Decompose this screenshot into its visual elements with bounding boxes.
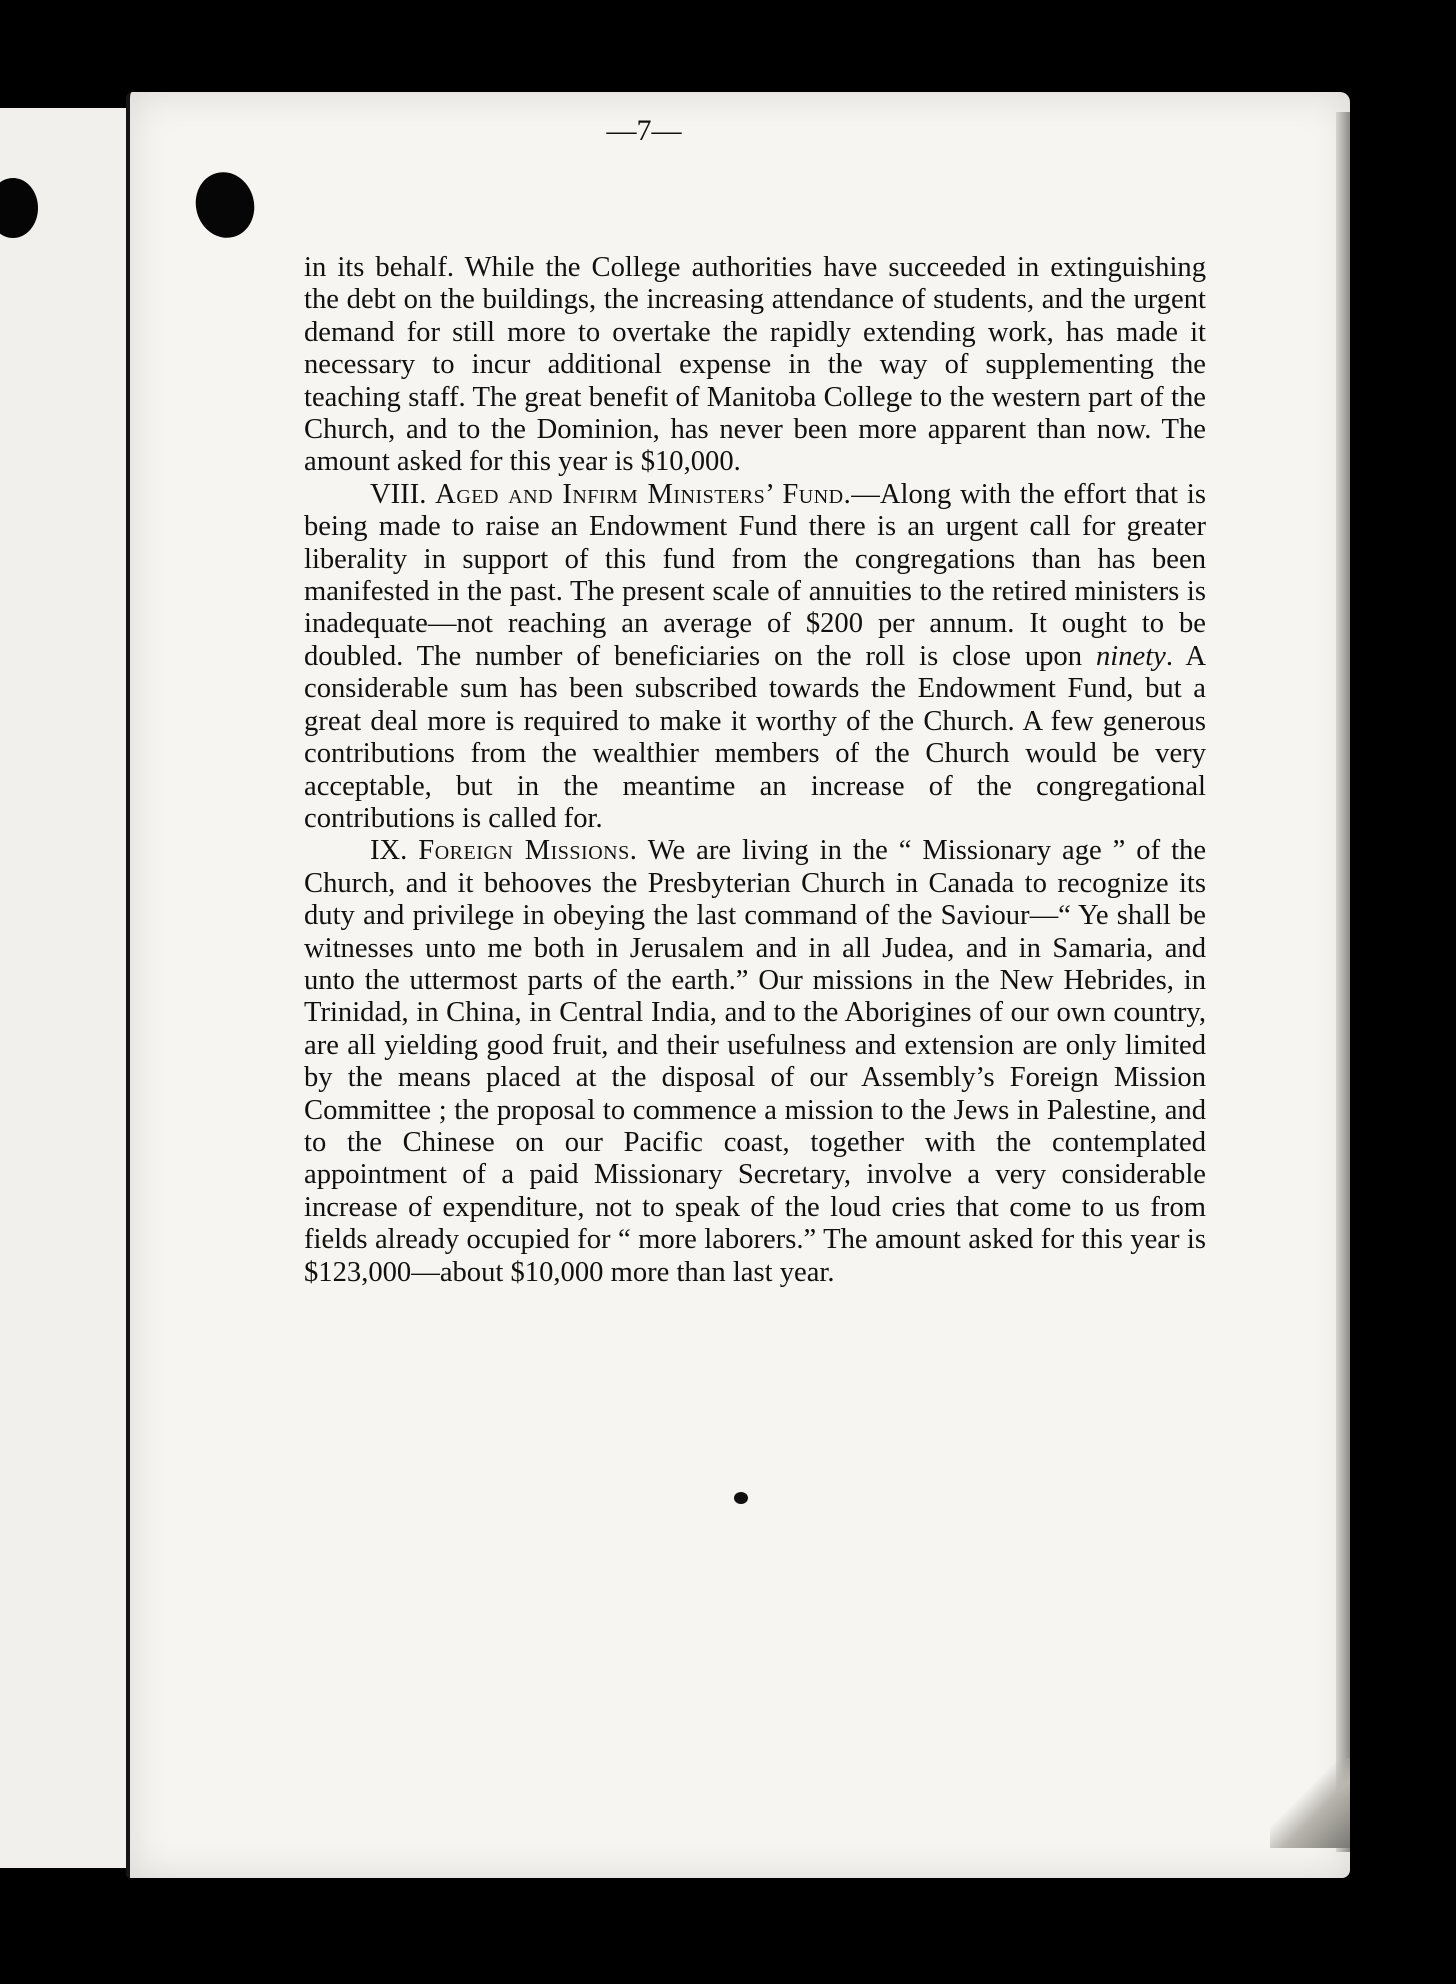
section-numeral: VIII. (370, 478, 427, 510)
paragraph-text: in its behalf. While the College authorities have succeeded in extinguishing the debt on the buildings, the increasing attendance of students, and the urgent demand for still more to overtake the rapidly extending work, has made it necessary to incur additional expense in the way of supplementing the teaching staff. The great benefit of Manitoba College to the western part of the Church, and to the Dominion, has never been more apparent than now. The amount asked for this year is $10,000. (304, 252, 1206, 478)
paragraph-text: —Along with the effort that is being made to raise an Endowment Fund there is an urgent call for greater liberality in support of this fund from the congregations than has been manifested in the past. The present scale of annuities to the retired ministers is inadequate—not reaching an average of $200 per annum. It ought to be doubled. The number of beneficiaries on the roll is close upon (304, 478, 1206, 672)
ink-speck (734, 1492, 748, 1504)
binding-hole (188, 166, 261, 245)
paragraph-college (304, 252, 1206, 479)
paragraph-text: We are living in the “ Missionary age ” of the Church, and it behooves the Presbyterian Church in Canada to recognize its duty and privilege in obeying the last command of the Saviour—“ Ye shall be witnesses unto me both in Jerusalem and in all Judea, and in Samaria, and unto the uttermost parts of the earth.” Our missions in the New Hebrides, in Trinidad, in China, in Central India, and to the Aborigines of our own country, are all yielding good fruit, and their usefulness and extension are only limited by the means placed at the disposal of our Assembly’s Foreign Mission Committee ; the proposal to commence a mission to the Jews in Palestine, and to the Chinese on our Pacific coast, together with the contemplated appointment of a paid Missionary Secretary, involve a very considerable increase of expenditure, not to speak of the loud cries that come to us from fields already occupied for “ more laborers.” The amount asked for this year is $123,000—about $10,000 more than last year. (304, 835, 1207, 1288)
paragraph-text-continued: . A considerable sum has been subscribed towards the Endowment Fund, but a great deal more is required to make it worthy of the Church. A few generous contributions from the wealthier members of the Church would be very acceptable, but in the meantime an increase of the congregational contributions is called for. (304, 640, 1206, 834)
section-heading: Aged and Infirm Ministers’ Fund. (435, 478, 852, 510)
page-number: —7— (606, 114, 682, 147)
paragraph-aged-infirm-ministers-fund (304, 479, 1206, 835)
binding-hole-left (0, 178, 38, 238)
previous-page-edge (0, 108, 131, 1868)
paragraph-foreign-missions (304, 835, 1206, 1289)
section-numeral: IX. (370, 835, 408, 867)
italic-emphasis: ninety (1095, 640, 1166, 672)
page-edge-right (1336, 112, 1350, 1852)
page-corner-curl (1270, 1758, 1350, 1848)
body-text (304, 252, 1206, 1289)
section-heading: Foreign Missions. (418, 835, 638, 867)
